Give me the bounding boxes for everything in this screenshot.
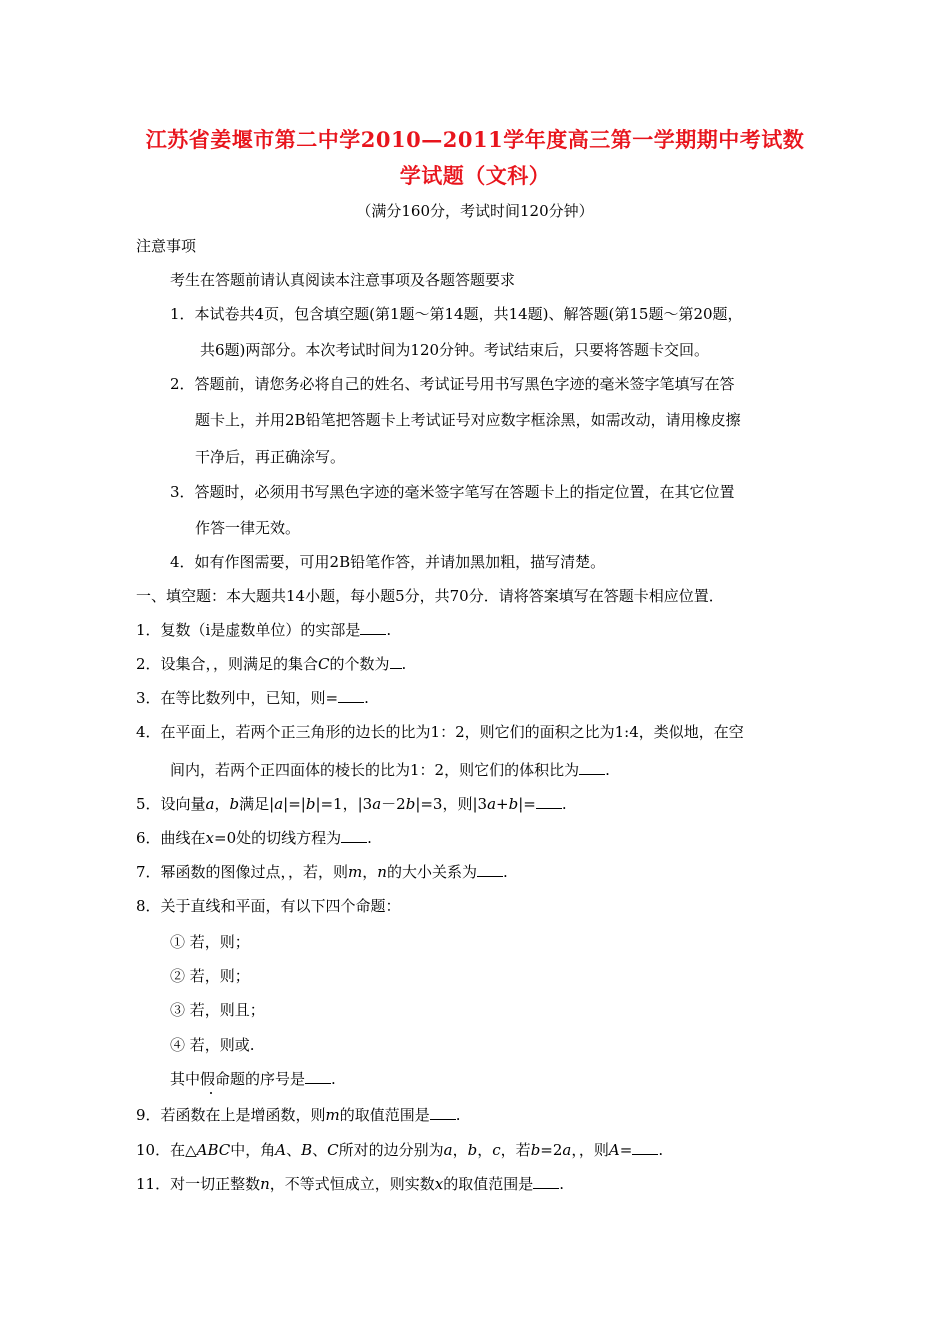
answer-blank <box>360 620 386 635</box>
notice-item-1-line2: 共6题)两部分。本次考试时间为120分钟。考试结束后，只要将答题卡交回。 <box>200 341 710 359</box>
notice-item-4: 4．如有作图需要，可用2B铅笔作答，并请加黑加粗，描写清楚。 <box>170 553 606 571</box>
question-10: 10．在△ABC中，角A、B、C所对的边分别为a，b，c，若b=2a，，则A= . <box>136 1141 664 1159</box>
section1-heading: 一、填空题：本大题共14小题，每小题5分，共70分．请将答案填写在答题卡相应位置． <box>136 587 724 605</box>
answer-blank <box>305 1069 331 1084</box>
question-8-ask: 其中假命题的序号是 . <box>170 1070 336 1088</box>
question-1: 1．复数（i是虚数单位）的实部是 . <box>136 621 392 639</box>
answer-blank <box>536 794 562 809</box>
question-2: 2．设集合，，则满足的集合C的个数为 . <box>136 655 407 673</box>
notice-item-2-line2: 题卡上，并用2B铅笔把答题卡上考试证号对应数字框涂黑，如需改动，请用橡皮擦 <box>195 411 741 429</box>
question-4-line1: 4．在平面上，若两个正三角形的边长的比为1：2，则它们的面积之比为1:4，类似地，在空 <box>136 723 744 741</box>
question-5: 5．设向量a，b满足|a|=|b|=1，|3a－2b|=3，则|3a+b|= . <box>136 795 567 813</box>
notice-item-2-line3: 干净后，再正确涂写。 <box>195 448 346 466</box>
question-6: 6．曲线在x=0处的切线方程为 . <box>136 829 372 847</box>
notice-intro: 考生在答题前请认真阅读本注意事项及各题答题要求 <box>170 271 516 289</box>
question-8-stem: 8．关于直线和平面，有以下四个命题： <box>136 897 401 915</box>
question-11: 11．对一切正整数n，不等式恒成立，则实数x的取值范围是 . <box>136 1175 565 1193</box>
question-9: 9．若函数在上是增函数，则m的取值范围是 . <box>136 1106 461 1124</box>
notice-item-1-line1: 1．本试卷共4页，包含填空题(第1题～第14题，共14题)、解答题(第15题～第20题， <box>170 305 743 323</box>
answer-blank <box>341 828 367 843</box>
question-8-option-4: ④ 若，则或. <box>170 1036 255 1054</box>
notice-item-3-line1: 3．答题时，必须用书写黑色字迹的毫米签字笔写在答题卡上的指定位置，在其它位置 <box>170 483 735 501</box>
question-3: 3．在等比数列中，已知，则= . <box>136 689 369 707</box>
question-8-option-2: ② 若，则； <box>170 967 250 985</box>
answer-blank <box>579 760 605 775</box>
answer-blank <box>390 654 402 669</box>
notice-item-2-line1: 2．答题前，请您务必将自己的姓名、考试证号用书写黑色字迹的毫米签字笔填写在答 <box>170 375 735 393</box>
question-4-line2: 间内，若两个正四面体的棱长的比为1：2，则它们的体积比为 . <box>170 761 610 779</box>
exam-title-line1: 江苏省姜堰市第二中学2010—2011学年度高三第一学期期中考试数 <box>145 127 805 152</box>
question-8-option-1: ① 若，则； <box>170 933 250 951</box>
question-8-option-3: ③ 若，则且； <box>170 1001 265 1019</box>
answer-blank <box>430 1105 456 1120</box>
answer-blank <box>477 862 503 877</box>
notice-heading: 注意事项 <box>136 237 197 255</box>
answer-blank <box>533 1174 559 1189</box>
question-7: 7．幂函数的图像过点，，若，则m，n的大小关系为 . <box>136 863 508 881</box>
notice-item-3-line2: 作答一律无效。 <box>195 519 301 537</box>
exam-subtitle: （满分160分，考试时间120分钟） <box>356 202 594 220</box>
emphasis-dot <box>210 1092 212 1094</box>
answer-blank <box>338 688 364 703</box>
exam-title-line2: 学试题（文科） <box>399 163 551 188</box>
answer-blank <box>632 1140 658 1155</box>
